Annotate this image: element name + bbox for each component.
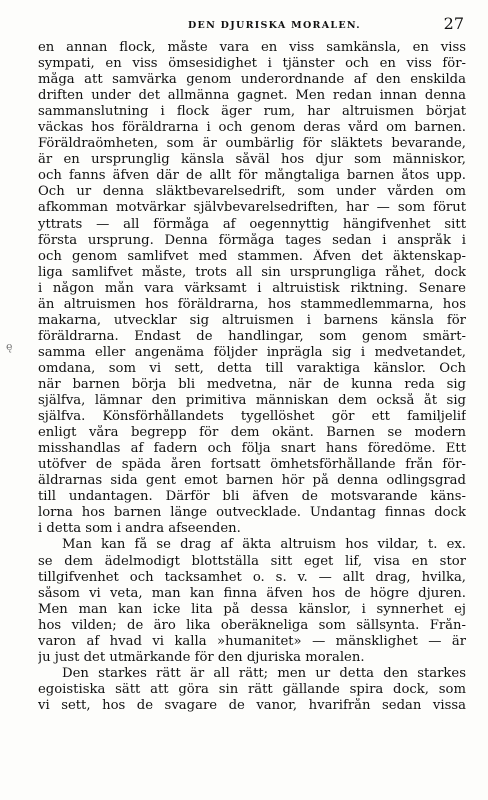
text-line: samma eller angenäma följder inprägla sig i medvetandet,: [38, 344, 466, 360]
paragraph-start-line: Den starkes rätt är all rätt; men ur detta den starkes: [62, 665, 466, 681]
text-line: tillgifvenhet och tacksamhet o. s. v. — allt drag, hvilka,: [38, 569, 466, 585]
text-line: själfva, lämnar den primitiva människan dem också åt sig: [38, 393, 466, 409]
text-line: omdana, som vi sett, detta till varaktiga känslor. Och: [38, 360, 466, 376]
text-line: själfva. Könsförhållandets tygellöshet gör ett familjelif: [38, 409, 466, 425]
text-line: afkomman motvärkar självbevarelsedriften, har — som förut: [38, 200, 466, 216]
text-line: när barnen börja bli medvetna, när de kunna reda sig: [38, 376, 466, 392]
text-line: Föräldraömheten, som är oumbärlig för släktets bevarande,: [38, 136, 466, 152]
text-line: såsom vi veta, man kan finna äfven hos de högre djuren.: [38, 585, 466, 601]
running-head: DEN DJURISKA MORALEN.: [188, 20, 361, 31]
text-line: liga samlifvet måste, trots all sin ursprungliga råhet, dock: [38, 264, 466, 280]
text-line: sammanslutning i flock äger rum, har altruismen börjat: [38, 104, 466, 120]
text-line: till undantagen. Därför bli äfven de motsvarande käns-: [38, 489, 466, 505]
margin-pencil-mark: ę: [6, 340, 13, 353]
text-line: föräldrarna. Endast de handlingar, som genom smärt-: [38, 328, 466, 344]
text-line: varon af hvad vi kalla »humanitet» — mänsklighet — är: [38, 633, 466, 649]
text-line: misshandlas af fadern och följa snart hans föredöme. Ett: [38, 441, 466, 457]
paragraph-start-line: Man kan få se drag af äkta altruism hos vildar, t. ex.: [62, 537, 466, 553]
text-line: än altruismen hos föräldrarna, hos stammedlemmarna, hos: [38, 296, 466, 312]
text-line: Men man kan icke lita på dessa känslor, i synnerhet ej: [38, 601, 466, 617]
text-line: yttrats — all förmåga af oegennyttig hängifvenhet sitt: [38, 216, 466, 232]
text-line: är en ursprunglig känsla såväl hos djur som människor,: [38, 152, 466, 168]
text-line: och fanns äfven där de allt för mångtaliga barnen åtos upp.: [38, 168, 466, 184]
text-line: driften under det allmänna gagnet. Men redan innan denna: [38, 88, 466, 104]
text-line: enligt våra begrepp för dem okänt. Barnen se modern: [38, 425, 466, 441]
paragraph-end-line: ju just det utmärkande för den djuriska moralen.: [38, 649, 365, 665]
text-line: i någon mån vara värksamt i altruistisk riktning. Senare: [38, 280, 466, 296]
text-line: väckas hos föräldrarna i och genom deras vård om barnen.: [38, 120, 466, 136]
text-line: äldrarnas sida gent emot barnen hör på denna odlingsgrad: [38, 473, 466, 489]
text-line: se dem ädelmodigt blottställa sitt eget lif, visa en stor: [38, 553, 466, 569]
text-line: lorna hos barnen länge outvecklade. Undantag finnas dock: [38, 505, 466, 521]
text-line: och genom samlifvet med stammen. Äfven det äktenskap-: [38, 248, 466, 264]
text-line: en annan flock, måste vara en viss samkänsla, en viss: [38, 40, 466, 55]
text-line: Och ur denna släktbevarelsedrift, som under vården om: [38, 184, 466, 200]
text-line: hos vilden; de äro lika oberäkneliga som sällsynta. Från-: [38, 617, 466, 633]
text-line: makarna, utvecklar sig altruismen i barnens känsla för: [38, 312, 466, 328]
paragraph-end-line: i detta som i andra afseenden.: [38, 521, 241, 537]
text-line: första ursprung. Denna förmåga tages sedan i anspråk i: [38, 232, 466, 248]
text-line: sympati, en viss ömsesidighet i tjänster och en viss för-: [38, 56, 466, 72]
page-number: 27: [443, 14, 464, 33]
text-line: egoistiska sätt att göra sin rätt gällande spira dock, som: [38, 681, 466, 697]
text-line: måga att samvärka genom underordnande af den enskilda: [38, 72, 466, 88]
page-header: [38, 14, 464, 36]
body-text: [38, 40, 466, 714]
text-line: vi sett, hos de svagare de vanor, hvarifrån sedan vissa: [38, 697, 466, 713]
text-line: utöfver de späda åren fortsatt ömhetsförhållande från för-: [38, 457, 466, 473]
